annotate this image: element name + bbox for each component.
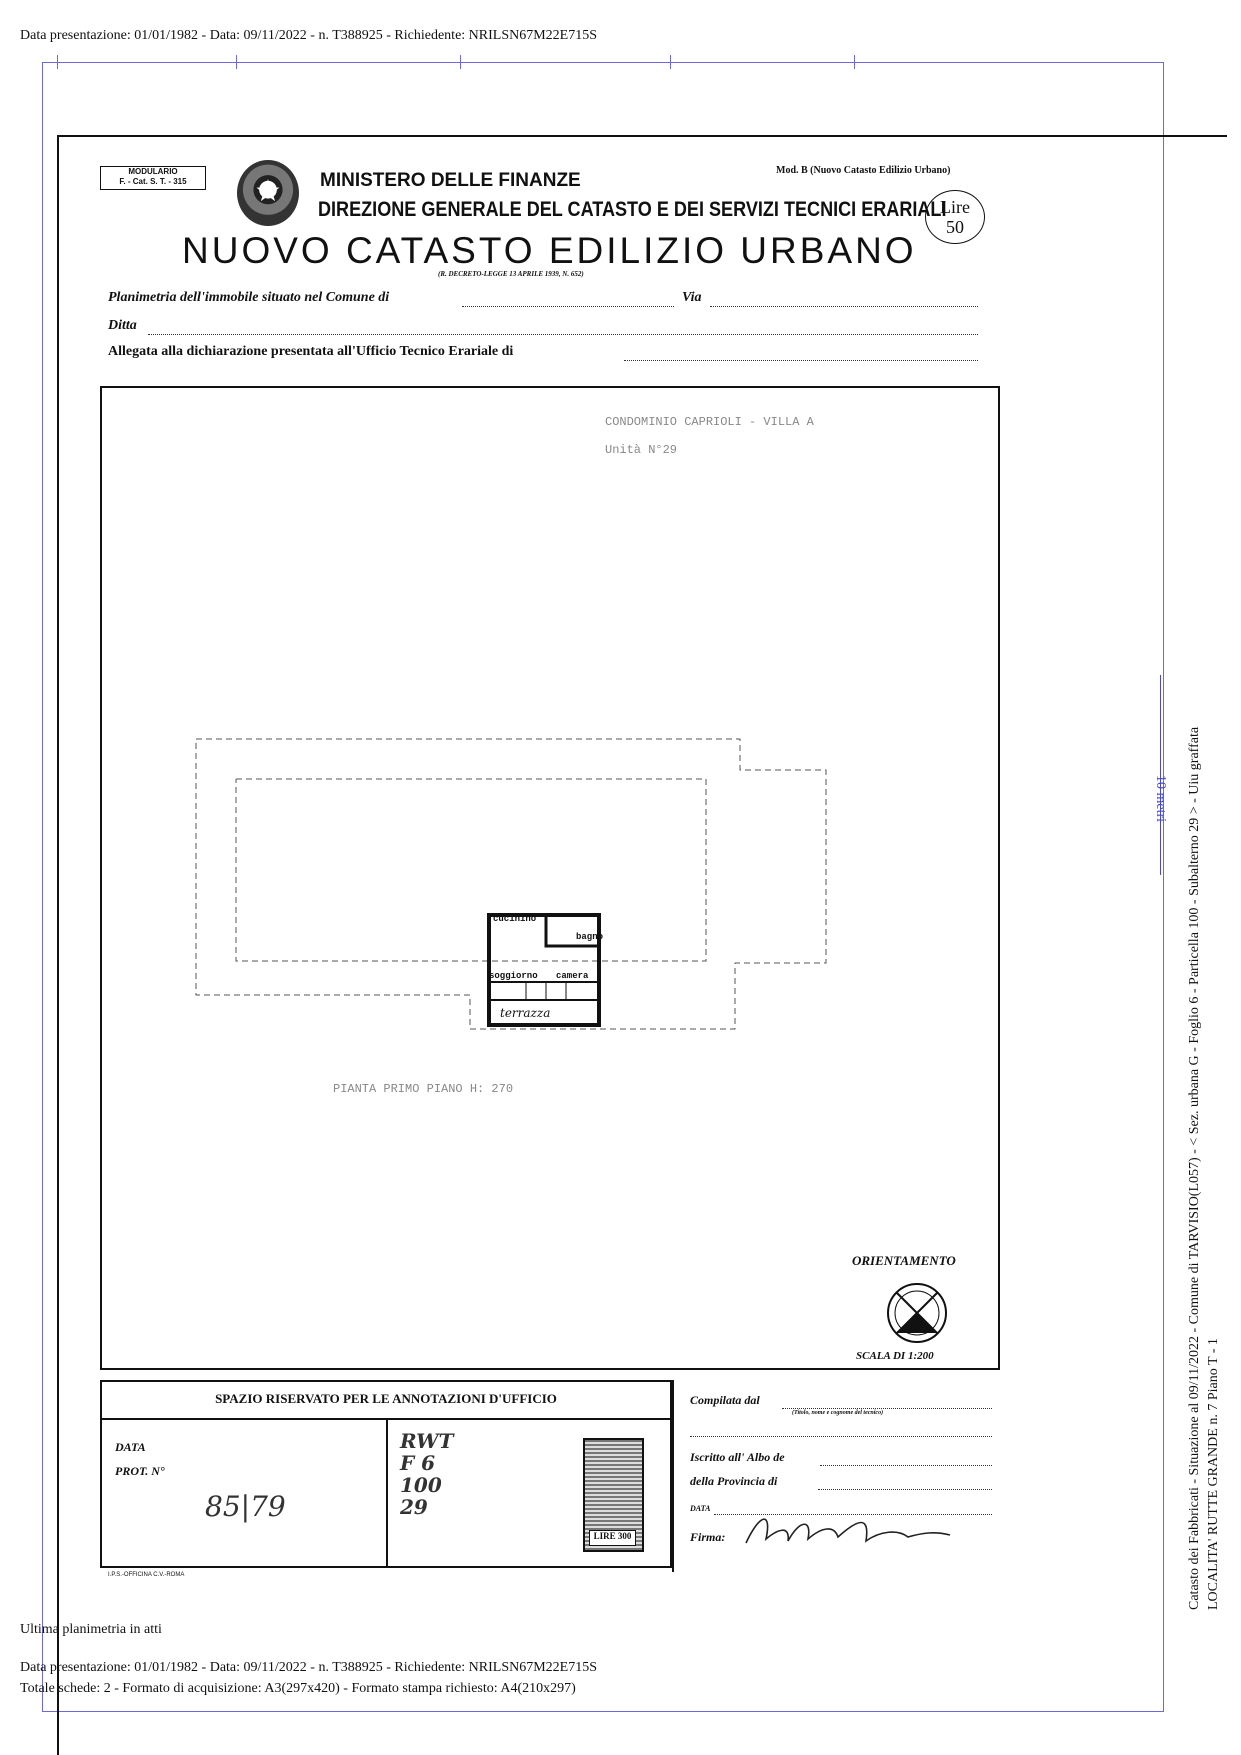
room-cucinino: cucinino bbox=[493, 914, 537, 924]
room-camera: camera bbox=[556, 971, 589, 981]
office-notes-title: SPAZIO RISERVATO PER LE ANNOTAZIONI D'UFFICIO bbox=[215, 1391, 557, 1406]
orientamento-label: ORIENTAMENTO bbox=[852, 1253, 956, 1268]
header-info: Data presentazione: 01/01/1982 - Data: 09/11/2022 - n. T388925 - Richiedente: NRILSN67M22E715S bbox=[20, 28, 598, 43]
decree-note: (R. DECRETO-LEGGE 13 APRILE 1939, N. 652) bbox=[438, 270, 584, 278]
frame-tick bbox=[57, 55, 58, 69]
sheet-edge bbox=[57, 135, 59, 1755]
firma-label: Firma: bbox=[690, 1530, 726, 1544]
tecnico-field bbox=[690, 1422, 992, 1437]
frame-tick bbox=[854, 55, 855, 69]
prot-label: PROT. N° bbox=[115, 1464, 165, 1478]
iscritto-label: Iscritto all' Albo de bbox=[690, 1450, 785, 1464]
footer-format: Totale schede: 2 - Formato di acquisizione: A3(297x420) - Formato stampa richiesto: A4(210x297) bbox=[20, 1681, 576, 1696]
provincia-field bbox=[818, 1475, 992, 1490]
side-info: Catasto dei Fabbricati - Situazione al 09/11/2022 - Comune di TARVISIO(L057) - < Sez. urbana G - Foglio 6 - Particella 100 - Subalterno 29 > - Uiu graffata bbox=[1187, 726, 1202, 1610]
frame-tick bbox=[670, 55, 671, 69]
sheet-edge bbox=[57, 135, 1227, 137]
stamp-value: LIRE 300 bbox=[589, 1530, 636, 1546]
lire-seal: Lire 50 bbox=[925, 190, 985, 244]
handwritten-notes: RWT F 6 100 29 bbox=[400, 1429, 454, 1519]
floor-label: PIANTA PRIMO PIANO H: 270 bbox=[333, 1082, 514, 1096]
compilata-field bbox=[782, 1394, 992, 1409]
room-terrazza: terrazza bbox=[500, 1006, 551, 1020]
room-soggiorno: soggiorno bbox=[489, 971, 538, 981]
printer-note: I.P.S.-OFFICINA C.V.-ROMA bbox=[108, 1572, 185, 1578]
modulario-box: MODULARIO F. - Cat. S. T. - 315 bbox=[100, 166, 206, 190]
unita-label: Unità N°29 bbox=[605, 443, 678, 457]
frame-tick bbox=[236, 55, 237, 69]
mod-b-label: Mod. B (Nuovo Catasto Edilizio Urbano) bbox=[776, 165, 951, 176]
compass-icon bbox=[884, 1282, 950, 1344]
via-label: Via bbox=[682, 290, 702, 305]
planimetria-label: Planimetria dell'immobile situato nel Comune di bbox=[108, 290, 390, 305]
ditta-label: Ditta bbox=[108, 318, 137, 333]
frame-tick bbox=[460, 55, 461, 69]
albo-field bbox=[820, 1451, 992, 1466]
star-icon: ★ bbox=[254, 174, 282, 209]
comune-field bbox=[462, 292, 674, 307]
prot-value: 85|79 bbox=[205, 1490, 286, 1523]
divider bbox=[386, 1418, 388, 1568]
tecnico-note: (Titolo, nome e cognome del tecnico) bbox=[792, 1410, 884, 1416]
allegata-label: Allegata alla dichiarazione presentata all'Ufficio Tecnico Erariale di bbox=[108, 344, 514, 359]
condominio-label: CONDOMINIO CAPRIOLI - VILLA A bbox=[605, 415, 814, 429]
room-bagno: bagno bbox=[576, 932, 604, 942]
provincia-label: della Provincia di bbox=[690, 1474, 778, 1488]
via-field bbox=[710, 292, 978, 307]
footer-note: Ultima planimetria in atti bbox=[20, 1622, 162, 1637]
divider bbox=[672, 1380, 674, 1572]
data-compiler-label: DATA bbox=[690, 1504, 711, 1513]
ditta-field bbox=[148, 320, 978, 335]
signature bbox=[738, 1505, 958, 1555]
direction-title: DIREZIONE GENERALE DEL CATASTO E DEI SERVIZI TECNICI ERARIALI bbox=[318, 198, 947, 221]
compilata-label: Compilata dal bbox=[690, 1393, 760, 1407]
ufficio-field bbox=[624, 346, 978, 361]
side-address: LOCALITA' RUTTE GRANDE n. 7 Piano T - 1 bbox=[1206, 1338, 1221, 1610]
scale-label: SCALA DI 1:200 bbox=[856, 1350, 934, 1362]
data-label: DATA bbox=[115, 1440, 146, 1454]
footer-info: Data presentazione: 01/01/1982 - Data: 09/11/2022 - n. T388925 - Richiedente: NRILSN67M22E715S bbox=[20, 1660, 598, 1675]
scale-bar-label: 10 metri bbox=[1153, 775, 1168, 823]
form-title: NUOVO CATASTO EDILIZIO URBANO bbox=[182, 230, 917, 271]
ministry-title: MINISTERO DELLE FINANZE bbox=[320, 170, 581, 191]
